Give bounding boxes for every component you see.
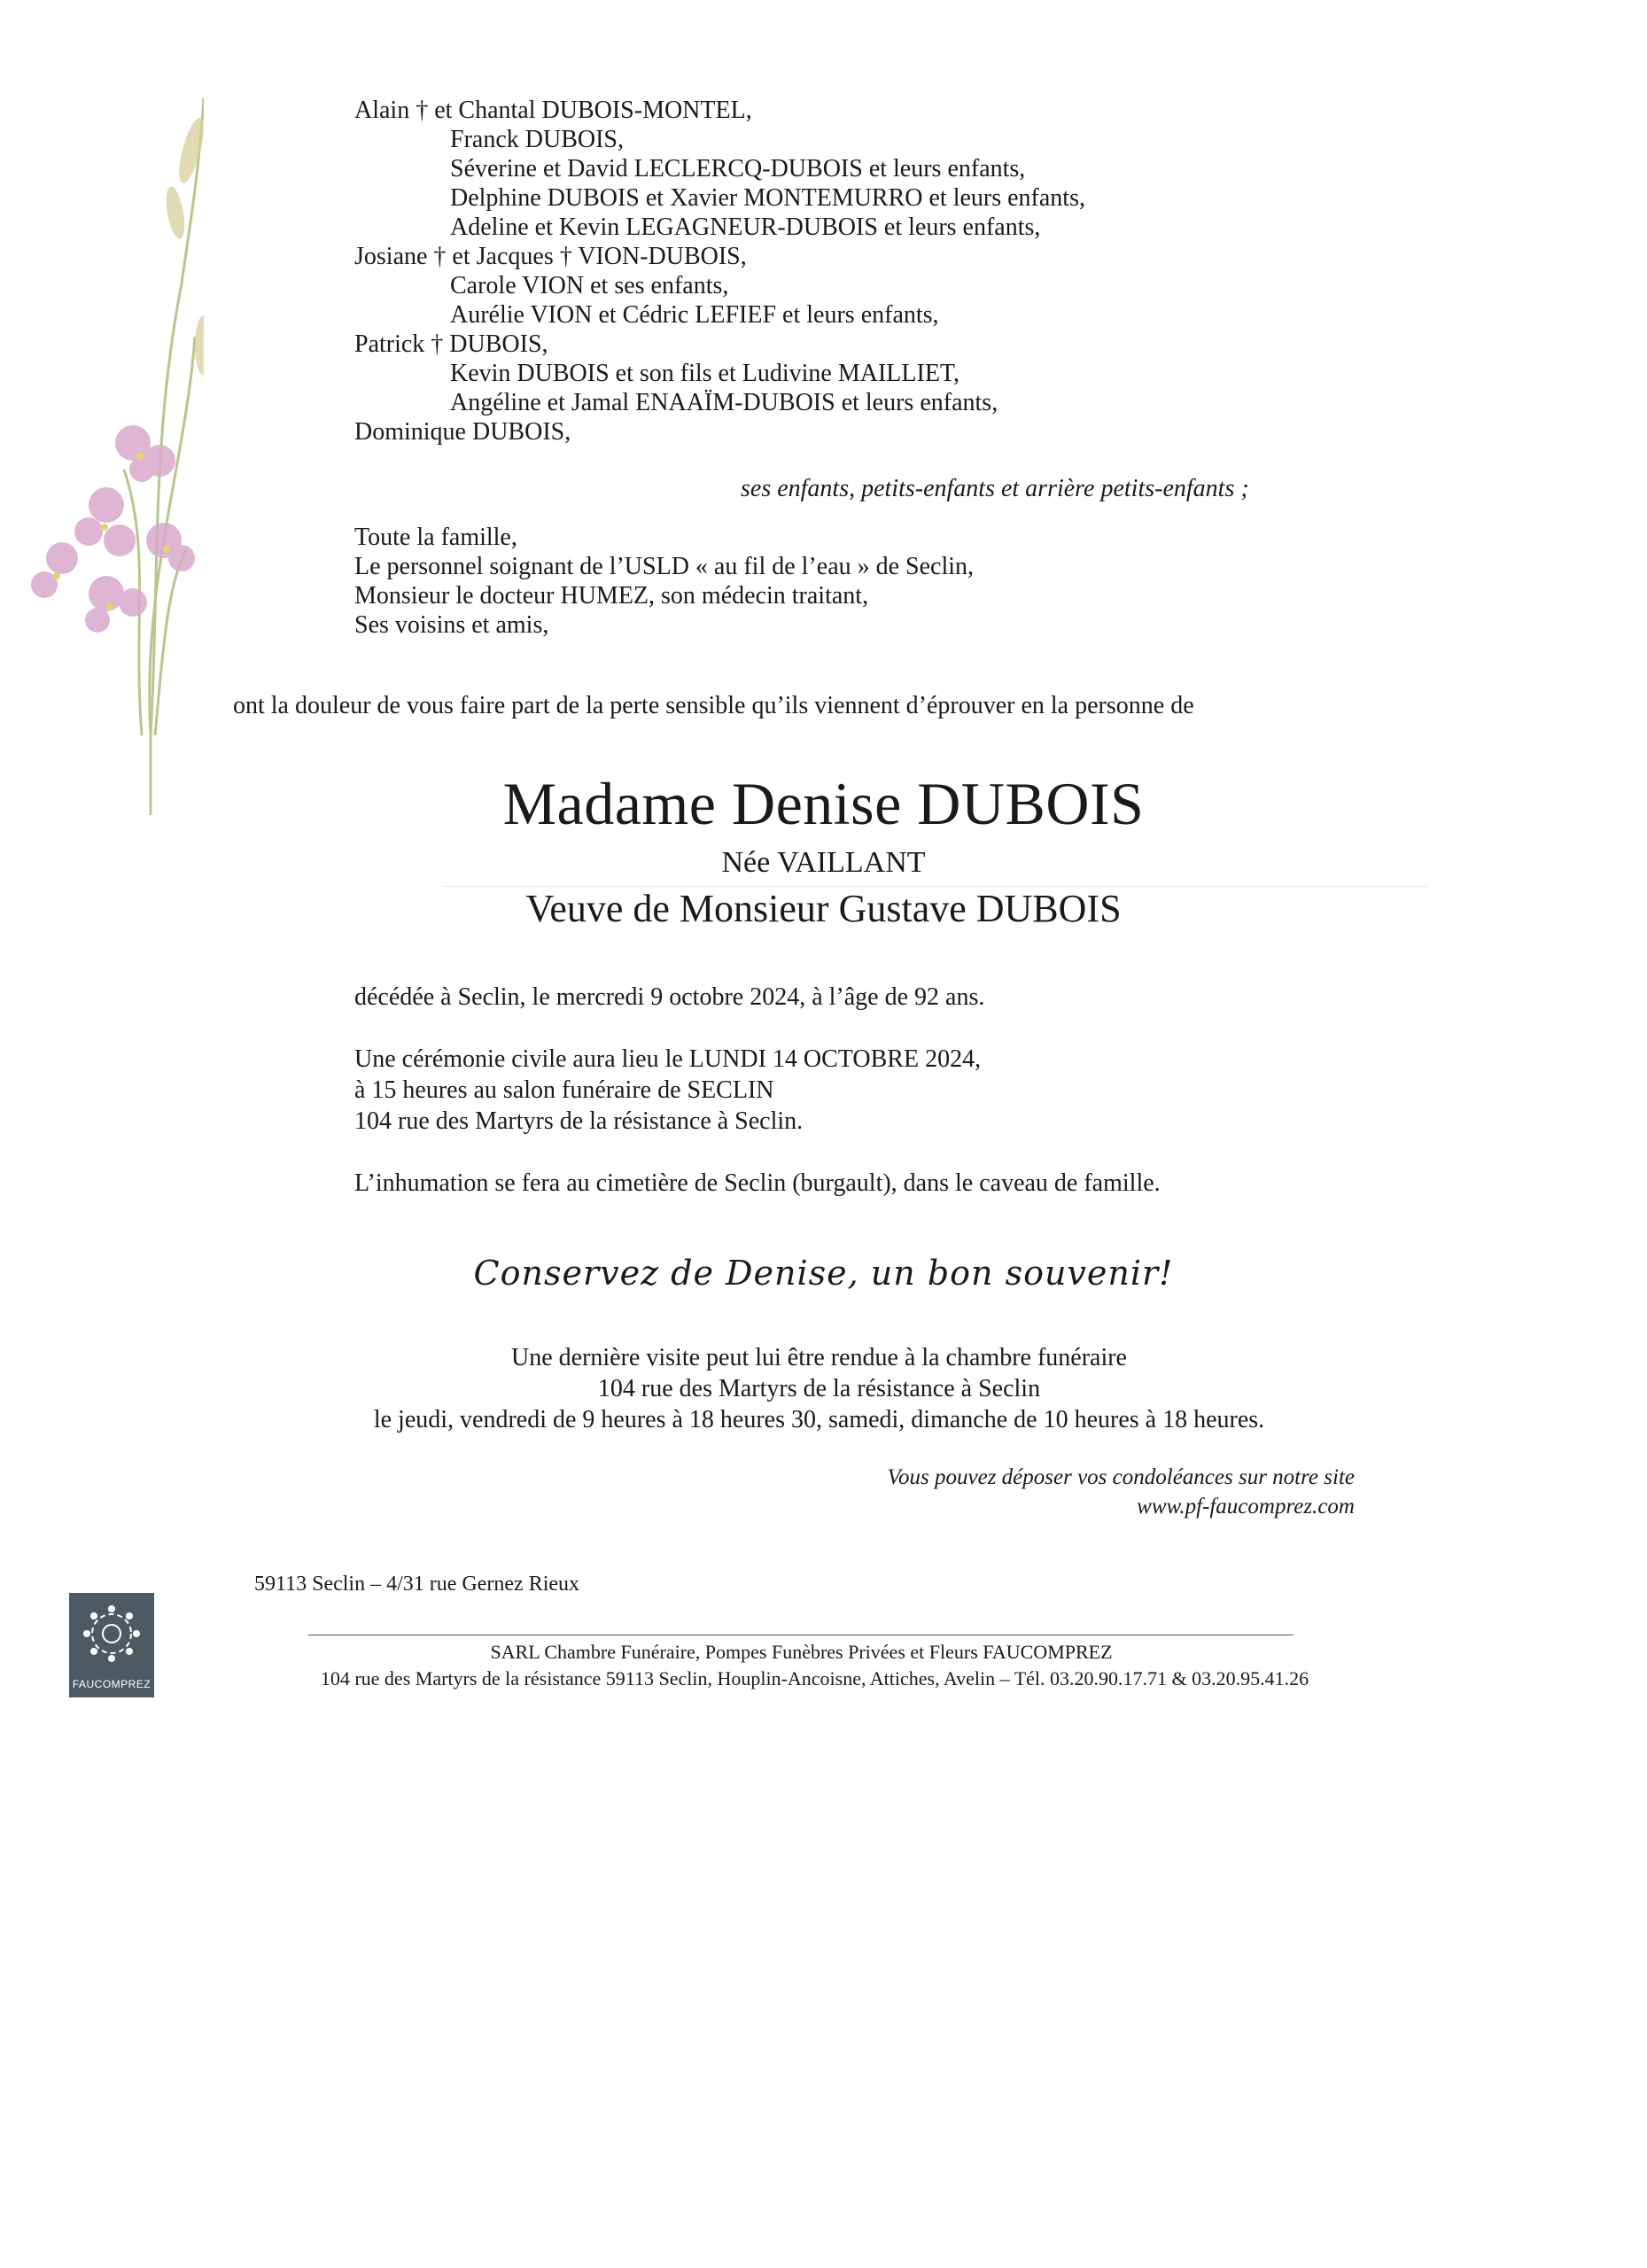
family-line: Josiane † et Jacques † VION-DUBOIS, — [354, 243, 747, 270]
family-line: Dominique DUBOIS, — [354, 418, 571, 446]
family-line: Angéline et Jamal ENAAÏM-DUBOIS et leurs enfants, — [450, 389, 998, 416]
visit-line: 104 rue des Martyrs de la résistance à Seclin — [597, 1375, 1041, 1402]
others-line: Toute la famille, — [354, 524, 517, 551]
visit-line: le jeudi, vendredi de 9 heures à 18 heures 30, samedi, dimanche de 10 heures à 18 heures. — [373, 1406, 1265, 1433]
ceremony-line: 104 rue des Martyrs de la résistance à Seclin. — [354, 1107, 804, 1135]
logo-label: FAUCOMPREZ — [72, 1678, 151, 1690]
condolences-url: www.pf-faucomprez.com — [1137, 1495, 1355, 1518]
flower-logo-icon — [69, 1596, 154, 1676]
family-line: Franck DUBOIS, — [450, 126, 624, 153]
family-line: Delphine DUBOIS et Xavier MONTEMURRO et leurs enfants, — [450, 184, 1085, 212]
family-line: Adeline et Kevin LEGAGNEUR-DUBOIS et leurs enfants, — [450, 214, 1041, 241]
death-line: décédée à Seclin, le mercredi 9 octobre 2024, à l’âge de 92 ans. — [354, 983, 985, 1011]
widow-line: Veuve de Monsieur Gustave DUBOIS — [525, 887, 1122, 930]
ceremony-line: Une cérémonie civile aura lieu le LUNDI 14 OCTOBRE 2024, — [354, 1045, 982, 1073]
descendants-line: ses enfants, petits-enfants et arrière petits-enfants ; — [741, 475, 1249, 502]
family-line: Carole VION et ses enfants, — [450, 272, 729, 299]
footer-company: SARL Chambre Funéraire, Pompes Funèbres Privées et Fleurs FAUCOMPREZ — [490, 1641, 1113, 1663]
family-line: Patrick † DUBOIS, — [354, 330, 548, 358]
visit-line: Une dernière visite peut lui être rendue à la chambre funéraire — [511, 1344, 1127, 1371]
ceremony-line: à 15 heures au salon funéraire de SECLIN — [354, 1076, 774, 1104]
others-line: Ses voisins et amis, — [354, 611, 549, 639]
family-line: Alain † et Chantal DUBOIS-MONTEL, — [354, 97, 752, 124]
family-line: Kevin DUBOIS et son fils et Ludivine MAILLIET, — [450, 360, 959, 387]
announcement: ont la douleur de vous faire part de la perte sensible qu’ils viennent d’éprouver en la personne de — [233, 692, 1194, 719]
others-line: Le personnel soignant de l’USLD « au fil de l’eau » de Seclin, — [354, 553, 975, 580]
burial-line: L’inhumation se fera au cimetière de Seclin (burgault), dans le caveau de famille. — [354, 1169, 1161, 1197]
souvenir-line: Conservez de Denise, un bon souvenir! — [473, 1254, 1174, 1293]
condolences-line: Vous pouvez déposer vos condoléances sur notre site — [887, 1465, 1355, 1489]
footer-address: 59113 Seclin – 4/31 rue Gernez Rieux — [254, 1573, 580, 1596]
flower-illustration — [18, 89, 204, 815]
footer-contact: 104 rue des Martyrs de la résistance 59113 Seclin, Houplin-Ancoisne, Attiches, Avelin – Tél. 03.20.90.17.71 & 03.20.95.41.26 — [320, 1667, 1309, 1689]
family-line: Séverine et David LECLERCQ-DUBOIS et leurs enfants, — [450, 155, 1026, 183]
others-line: Monsieur le docteur HUMEZ, son médecin traitant, — [354, 582, 869, 610]
family-line: Aurélie VION et Cédric LEFIEF et leurs enfants, — [450, 301, 939, 329]
deceased-name: Madame Denise DUBOIS — [502, 770, 1145, 837]
maiden-name: Née VAILLANT — [721, 846, 926, 879]
